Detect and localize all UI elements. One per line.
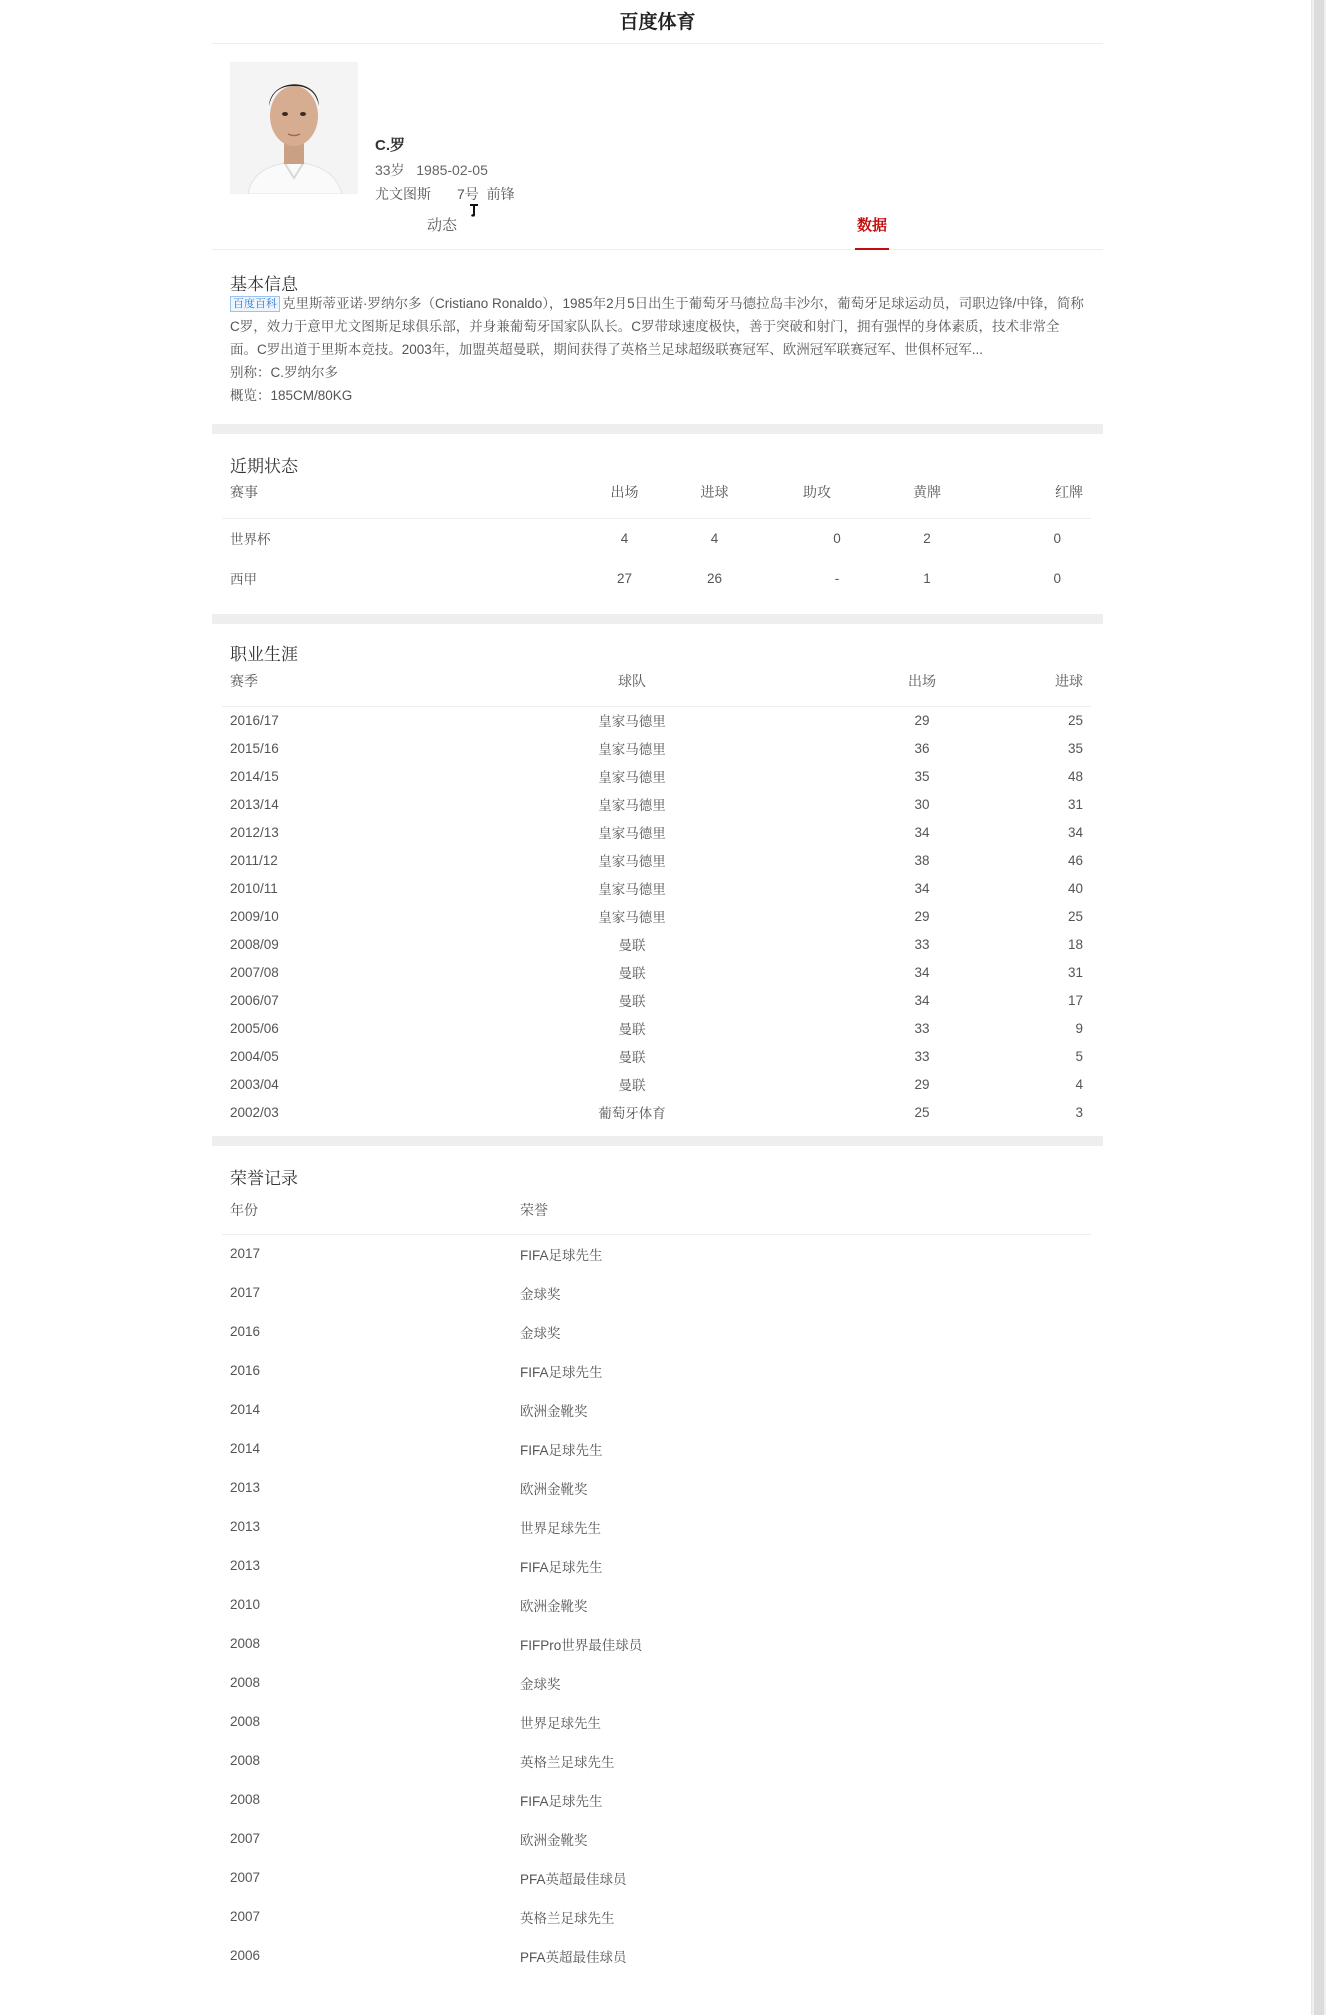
column-header: 赛季 [222,668,562,706]
honors-table [222,1190,1091,1975]
player-team-info [375,184,515,204]
table-row [222,558,1091,598]
table-cell: 英格兰足球先生 [520,1754,615,1770]
table-cell: 18 [1067,936,1083,952]
table-cell: 46 [1067,852,1083,868]
scrollbar-thumb[interactable] [1314,0,1324,2015]
table-cell: 4 [710,530,719,546]
table-row [222,1507,1091,1546]
table-cell: 2014 [230,1402,261,1417]
tab-bar [212,206,1103,250]
column-header: 助攻 [762,478,872,518]
table-row [222,1741,1091,1780]
table-row [222,790,1091,818]
table-cell: PFA英超最佳球员 [520,1949,627,1965]
table-cell: 欧洲金靴奖 [520,1598,588,1614]
table-header-row [222,668,1091,706]
table-cell: 5 [1075,1048,1083,1064]
player-position: 前锋 [486,186,515,202]
page-scrollbar[interactable] [1311,0,1326,2015]
table-row [222,1429,1091,1468]
table-cell: 34 [914,964,930,980]
table-cell: 2016 [230,1324,261,1339]
table-cell: 2012/13 [230,824,279,840]
honors-title: 荣誉记录 [230,1169,298,1189]
table-row [222,1624,1091,1663]
table-row [222,930,1091,958]
column-header: 进球 [1042,668,1091,706]
player-name: C.罗 [375,137,406,154]
column-header: 出场 [702,668,1042,706]
table-cell: 金球奖 [520,1676,561,1692]
table-cell: 2008 [230,1753,261,1768]
table-cell: 0 [1053,530,1061,546]
table-row [222,1014,1091,1042]
table-cell: 2 [923,530,931,546]
table-cell: 2011/12 [230,852,278,868]
table-cell: 33 [914,936,930,952]
column-header: 出场 [582,478,667,518]
table-cell: FIFPro世界最佳球员 [520,1637,643,1653]
tab-stats[interactable]: 数据 [857,206,887,250]
player-age: 33岁 [375,162,405,178]
table-header-row [222,1190,1091,1234]
table-cell: 2017 [230,1246,261,1262]
table-row [222,1468,1091,1507]
table-cell: 2002/03 [230,1104,279,1120]
table-cell: 29 [914,1076,930,1092]
tab-news[interactable]: 动态 [427,217,458,234]
table-row [222,874,1091,902]
table-cell: 2016/17 [230,712,279,728]
table-cell: 34 [1067,824,1083,840]
table-cell: 2008 [230,1714,261,1729]
table-cell: 1 [923,570,931,586]
table-cell: 2006 [230,1948,261,1963]
table-row [222,1098,1091,1126]
table-cell: 曼联 [618,938,646,953]
recent-form-title: 近期状态 [230,457,298,477]
player-avatar [230,62,358,194]
column-header: 赛事 [222,478,582,518]
career-section [212,624,1103,1136]
table-cell: 英格兰足球先生 [520,1910,615,1926]
site-title: 百度体育 [212,0,1103,44]
column-header: 进球 [667,478,762,518]
honors-table-body [222,1234,1091,1975]
player-number: 7号 [457,186,479,202]
recent-form-section [212,434,1103,614]
table-cell: 皇家马德里 [598,826,666,841]
table-row [222,958,1091,986]
player-profile [212,44,1103,206]
table-row [222,734,1091,762]
table-cell: 35 [1067,740,1083,756]
career-title: 职业生涯 [230,645,298,665]
table-cell: 皇家马德里 [598,714,666,730]
table-cell: 31 [1067,796,1083,812]
table-cell: 2013/14 [230,796,279,812]
table-cell: 皇家马德里 [598,770,666,785]
table-row [222,1070,1091,1098]
table-cell: FIFA足球先生 [520,1442,603,1458]
table-row [222,986,1091,1014]
table-row [222,1351,1091,1390]
table-cell: 38 [914,852,930,868]
table-cell: 2005/06 [230,1020,279,1036]
table-cell: 3 [1075,1104,1083,1120]
table-row [222,706,1091,734]
table-header-row [222,478,1091,518]
section-divider [212,424,1103,434]
table-cell: - [834,570,840,586]
table-row [222,1819,1091,1858]
table-row [222,1042,1091,1070]
table-cell: 2006/07 [230,992,279,1008]
table-cell: 世界杯 [230,532,271,548]
table-row [222,762,1091,790]
table-cell: 40 [1067,880,1083,896]
table-cell: 皇家马德里 [598,882,666,897]
player-intro-text: 克里斯蒂亚诺·罗纳尔多（Cristiano Ronaldo），1985年2月5日出生于葡萄牙马德拉岛丰沙尔，葡萄牙足球运动员，司职边锋/中锋，简称C罗，效力于意甲尤文图斯足球俱乐部，并身兼葡萄牙国家队队长。C罗带球速度极快，善于突破和射门，拥有强悍的身体素质，技术非常全面。C罗出道于里斯本竞技。2003年，加盟英超曼联，期间获得了英格兰足球超级联赛冠军、欧洲冠军联赛冠军、世俱杯冠军... [230,296,1084,357]
table-cell: 9 [1075,1020,1083,1036]
table-cell: 2016 [230,1363,261,1378]
player-birthday: 1985-02-05 [416,162,488,178]
table-row [222,1780,1091,1819]
player-alias: 别称：C.罗纳尔多 [230,365,338,380]
career-table [222,668,1091,1126]
career-table-body [222,706,1091,1126]
table-cell: 4 [1075,1076,1083,1092]
table-cell: 17 [1067,992,1083,1008]
column-header: 年份 [222,1190,512,1234]
section-divider [212,614,1103,624]
table-cell: 2008 [230,1636,261,1651]
player-meta [375,160,488,180]
table-cell: 27 [616,570,633,586]
table-cell: 25 [914,1104,930,1120]
table-cell: 曼联 [618,1078,646,1093]
column-header: 黄牌 [872,478,982,518]
table-cell: 2008 [230,1675,261,1690]
table-cell: 皇家马德里 [598,910,666,925]
table-row [222,1546,1091,1585]
table-row [222,1936,1091,1975]
table-cell: 2004/05 [230,1048,279,1064]
table-cell: 34 [914,824,930,840]
table-cell: 2013 [230,1480,261,1495]
table-row [222,1312,1091,1351]
table-cell: 葡萄牙体育 [598,1106,666,1121]
table-cell: 曼联 [618,1050,646,1065]
table-cell: 欧洲金靴奖 [520,1403,588,1419]
table-cell: 曼联 [618,994,646,1009]
table-row [222,518,1091,558]
table-row [222,1273,1091,1312]
table-cell: 皇家马德里 [598,742,666,757]
table-row [222,902,1091,930]
table-cell: 25 [1067,712,1083,728]
table-cell: 2014 [230,1441,261,1456]
table-cell: 2003/04 [230,1076,279,1092]
table-row [222,1858,1091,1897]
basic-info-title: 基本信息 [230,275,298,295]
table-cell: 48 [1067,768,1083,784]
table-cell: 皇家马德里 [598,798,666,813]
table-row [222,1897,1091,1936]
table-cell: 欧洲金靴奖 [520,1481,588,1497]
table-cell: 31 [1067,964,1083,980]
table-cell: FIFA足球先生 [520,1793,603,1809]
table-row [222,1663,1091,1702]
table-cell: 0 [833,530,841,546]
table-cell: 29 [914,712,930,728]
table-cell: 29 [914,908,930,924]
baike-source-tag[interactable]: 百度百科 [230,296,280,312]
table-cell: 2007 [230,1831,261,1846]
table-cell: 2007 [230,1870,261,1885]
table-cell: 35 [914,768,930,784]
column-header: 红牌 [982,478,1091,518]
table-cell: 2015/16 [230,740,279,756]
table-cell: 36 [914,740,930,756]
table-cell: 2008/09 [230,936,279,952]
recent-form-table [222,478,1091,598]
table-cell: PFA英超最佳球员 [520,1871,627,1887]
page [212,0,1103,1975]
honors-section [212,1146,1103,1975]
player-overview: 概览：185CM/80KG [230,388,353,403]
table-cell: 西甲 [230,572,257,587]
table-cell: 皇家马德里 [598,854,666,869]
table-cell: 曼联 [618,1022,646,1037]
table-cell: 2009/10 [230,908,279,924]
table-cell: FIFA足球先生 [520,1364,603,1380]
table-cell: 2010 [230,1597,261,1612]
section-divider [212,1136,1103,1146]
table-cell: FIFA足球先生 [520,1559,603,1575]
table-cell: 30 [914,796,930,812]
table-cell: 25 [1067,908,1083,924]
table-cell: FIFA足球先生 [520,1247,603,1263]
table-cell: 33 [914,1020,930,1036]
table-cell: 2017 [230,1285,261,1300]
table-cell: 曼联 [618,966,646,981]
table-cell: 34 [914,880,930,896]
table-cell: 2010/11 [230,880,278,896]
table-row [222,846,1091,874]
table-cell: 34 [914,992,930,1008]
juventus-logo-icon [437,187,449,202]
table-row [222,1234,1091,1273]
table-cell: 4 [620,530,629,546]
table-row [222,1585,1091,1624]
player-club: 尤文图斯 [375,186,431,202]
table-cell: 世界足球先生 [520,1520,601,1536]
table-cell: 2013 [230,1519,261,1534]
player-intro [230,292,1085,361]
table-row [222,1390,1091,1429]
column-header: 荣誉 [512,1190,1091,1234]
basic-info-section [212,250,1103,407]
table-cell: 金球奖 [520,1286,561,1302]
table-row [222,818,1091,846]
table-cell: 欧洲金靴奖 [520,1832,588,1848]
column-header: 球队 [562,668,702,706]
table-row [222,1702,1091,1741]
table-cell: 2013 [230,1558,261,1573]
table-cell: 金球奖 [520,1325,561,1341]
table-cell: 世界足球先生 [520,1715,601,1731]
table-cell: 0 [1053,570,1061,586]
table-cell: 2007/08 [230,964,279,980]
table-cell: 2008 [230,1792,261,1807]
table-cell: 2007 [230,1909,261,1924]
table-cell: 33 [914,1048,930,1064]
table-cell: 26 [706,570,723,586]
table-cell: 2014/15 [230,768,279,784]
